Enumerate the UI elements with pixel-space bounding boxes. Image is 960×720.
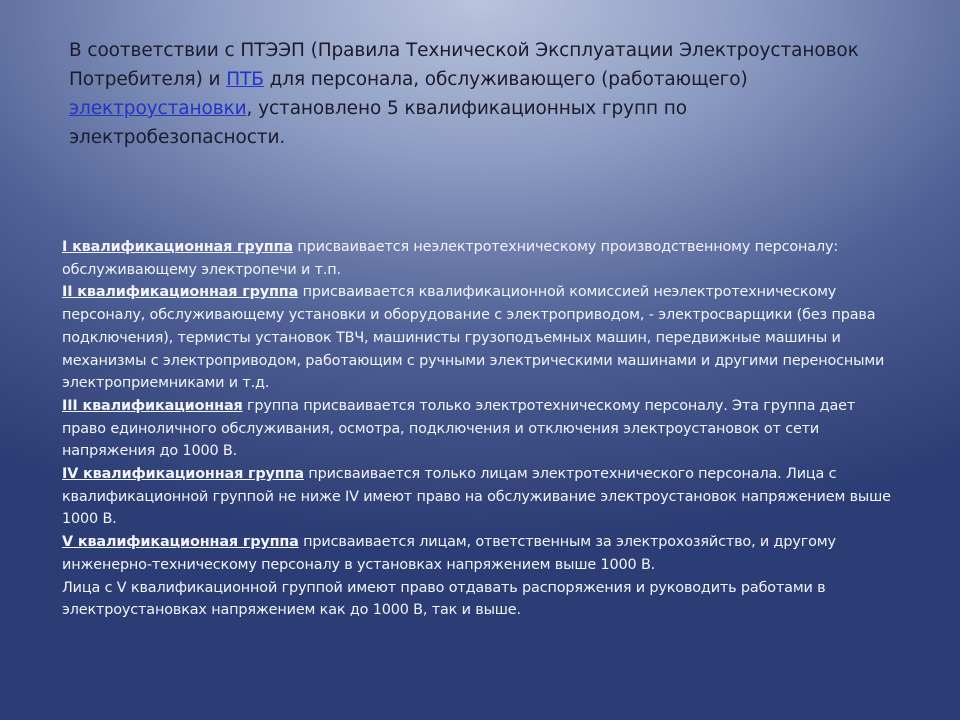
title-text-3: , установлено 5 квалификационных групп по электробезопасности. <box>69 98 687 148</box>
group-paragraph-3 <box>62 395 902 463</box>
closing-paragraph: Лица с V квалификационной группой имеют право отдавать распоряжения и руководить работами в электроустановках напряжением как до 1000 В, так и выше. <box>62 579 826 619</box>
group-paragraph-2 <box>62 281 902 395</box>
group-heading-2: II квалификационная группа <box>62 284 299 301</box>
group-paragraph-4 <box>62 463 902 531</box>
groups-body <box>62 236 902 622</box>
group-text-2: присваивается квалификационной комиссией неэлектротехническому персоналу, обслуживающему установки и оборудование с электроприводом, - электросварщики (без права подключения), термисты установок ТВЧ, машинисты грузоподъемных машин, передвижные машины и механизмы с электроприводом, работающим с ручными электрическими машинами и другими переносными электроприемниками и т.д. <box>62 284 885 392</box>
group-paragraph-1 <box>62 236 902 281</box>
electroinstallation-link[interactable]: электроустановки <box>69 98 247 119</box>
group-paragraph-5 <box>62 531 902 576</box>
group-text-4: присваивается только лицам электротехнического персонала. Лица с квалификационной группой не ниже IV имеют право на обслуживание электроустановок напряжением выше 1000 В. <box>62 466 891 528</box>
group-text-5: присваивается лицам, ответственным за электрохозяйство, и другому инженерно-техническому персоналу в установках напряжением выше 1000 В. <box>62 534 836 573</box>
group-heading-3: III квалификационная <box>62 397 243 414</box>
group-text-3: группа присваивается только электротехническому персоналу. Эта группа дает право единоличного обслуживания, осмотра, подключения и отключения электроустановок от сети напряжения до 1000 В. <box>62 397 856 460</box>
group-text-1: присваивается неэлектротехническому производственному персоналу: обслуживающему электропечи и т.п. <box>62 239 839 278</box>
ptb-link[interactable]: ПТБ <box>226 69 264 90</box>
title-text-1: В соответствии с ПТЭЭП (Правила Технической Эксплуатации Электроустановок Потребителя) и <box>69 40 859 90</box>
slide-title <box>69 36 899 152</box>
title-text-2: для персонала, обслуживающего (работающего) <box>263 69 748 90</box>
group-heading-5: V квалификационная группа <box>62 534 299 551</box>
group-heading-4: IV квалификационная группа <box>62 466 304 483</box>
group-heading-1: I квалификационная группа <box>62 239 293 255</box>
